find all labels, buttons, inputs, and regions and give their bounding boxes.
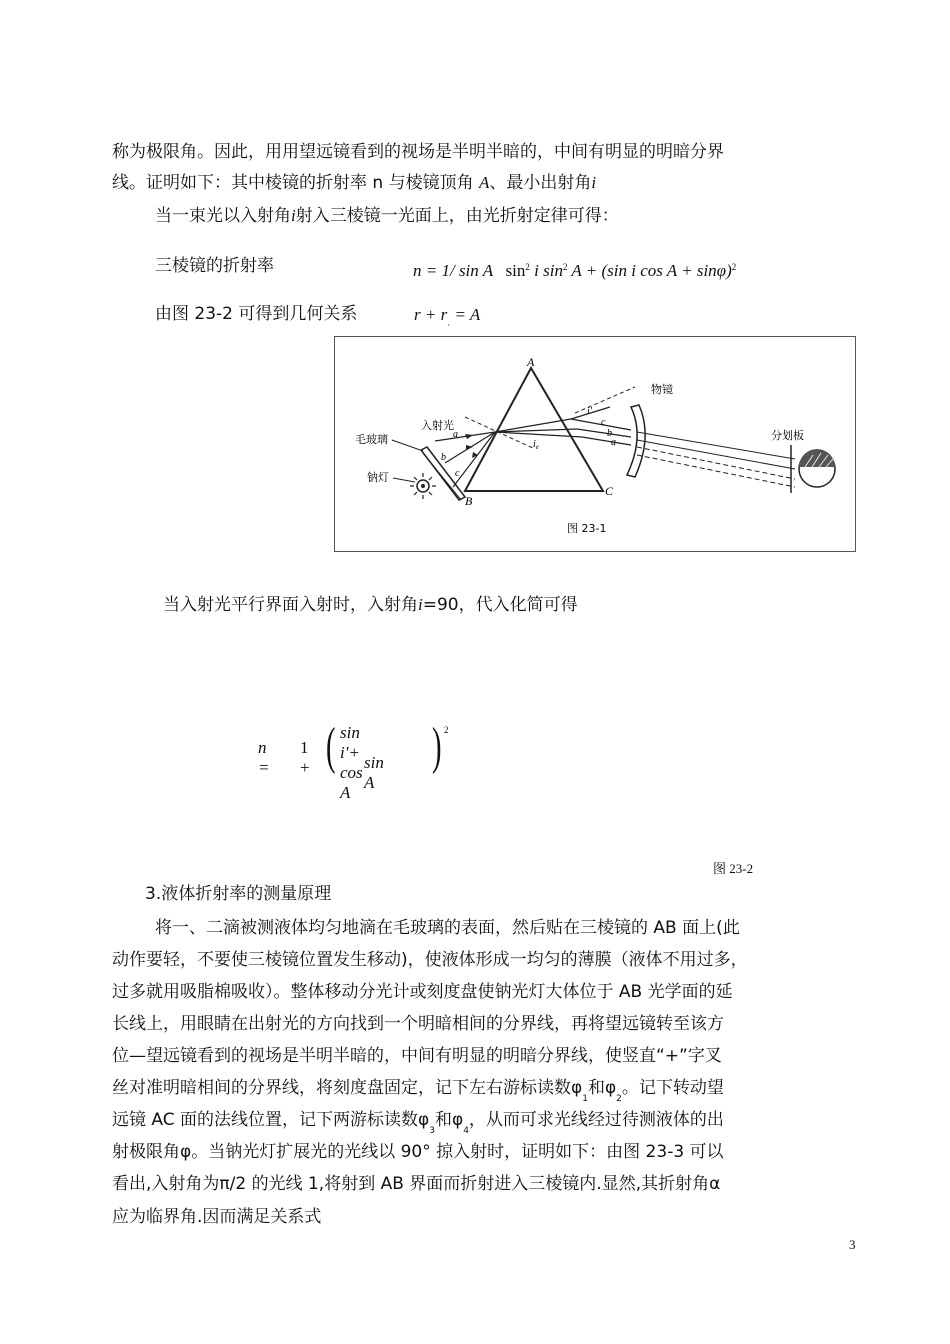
label-i-prime: i' <box>587 406 592 417</box>
label-sodium: 钠灯 <box>367 471 389 484</box>
var-A: A <box>479 173 490 192</box>
label-b2: b <box>607 428 612 439</box>
leader-sodium <box>393 478 415 482</box>
arrow-c <box>472 452 478 458</box>
para1-line2 <box>112 171 596 195</box>
eq3-lhs: n = <box>258 738 270 777</box>
line7-mid: 和φ <box>434 1110 464 1130</box>
leader-ground-glass <box>392 440 423 451</box>
para2-pre: 当入射光平行界面入射时，入射角 <box>163 595 418 615</box>
reticle-dark-half <box>799 449 835 467</box>
label-incident: 入射光 <box>421 419 454 432</box>
section-line-4: 长线上，用眼睛在出射光的方向找到一个明暗相间的分界线，再将望远镜转至该方 <box>112 1014 724 1034</box>
label-objective: 物镜 <box>651 383 673 396</box>
figure-caption: 图 23-1 <box>567 522 607 535</box>
section-line-3: 过多就用吸脂棉吸收）。整体移动分光计或刻度盘使钠光灯大体位于 AB 光学面的延 <box>112 982 733 1002</box>
section-line-9: 看出,入射角为π/2 的光线 1,将射到 AB 界面而折射进入三棱镜内.显然,其折射角α <box>112 1174 721 1194</box>
figure-23-1 <box>334 336 856 552</box>
line6-mid: 和φ <box>587 1078 617 1098</box>
eq1-rhs1: = 1/ sin A <box>425 261 493 280</box>
para2-i: i <box>418 595 423 614</box>
label-a2: a <box>611 437 616 448</box>
page-number: 3 <box>849 1237 856 1252</box>
eq2-expr1: r + r <box>414 305 448 324</box>
eq1-rhs4-sup: 2 <box>731 262 737 272</box>
sodium-lamp-core <box>421 484 425 488</box>
line6-pre: 丝对准明暗相间的分界线，将刻度盘固定，记下左右游标读数φ <box>112 1078 583 1098</box>
eq1-lhs: n <box>413 261 422 280</box>
para1-line3 <box>155 204 619 228</box>
section-heading: 3.液体折射率的测量原理 <box>145 884 332 904</box>
label-reticle: 分划板 <box>771 429 804 442</box>
label-ie-main: i <box>533 439 536 450</box>
label-c: c <box>455 468 460 479</box>
line6-post: 。记下转动望 <box>621 1078 724 1098</box>
para1-line3-post: 射入三棱镜一光面上，由光折射定律可得： <box>295 206 619 226</box>
label-a: a <box>453 429 458 440</box>
section-line-5: 位—望远镜看到的视场是半明半暗的，中间有明显的明暗分界线，使竖直“+”字叉 <box>112 1046 722 1066</box>
eq1-formula <box>413 255 736 283</box>
line7-sub4: 4 <box>463 1126 469 1136</box>
left-paren: ( <box>326 718 336 775</box>
para2 <box>163 593 578 617</box>
eq3-one: 1 + <box>300 738 310 777</box>
section-line-2: 动作要轻，不要使三棱镜位置发生移动)，使液体形成一均匀的薄膜（液体不用过多， <box>112 950 748 970</box>
para1-line2-text: 线。证明如下：其中棱镜的折射率 n 与棱镜顶角 <box>112 173 479 193</box>
label-ground-glass: 毛玻璃 <box>355 433 388 446</box>
eq2-sub: · <box>447 320 451 330</box>
eq3-numerator: sin i'+ cos A <box>340 723 363 802</box>
para1-line1: 称为极限角。因此，用用望远镜看到的视场是半明半暗的，中间有明显的明暗分界 <box>112 142 724 162</box>
section-line-1: 将一、二滴被测液体均匀地滴在毛玻璃的表面，然后贴在三棱镜的 AB 面上(此 <box>155 918 740 938</box>
figure-23-2-caption: 图 23-2 <box>713 861 754 876</box>
line7-pre: 远镜 AC 面的法线位置，记下两游标读数φ <box>112 1110 430 1130</box>
label-ie-sub: e <box>535 443 539 451</box>
line7-post: ，从而可求光线经过待测液体的出 <box>468 1110 724 1130</box>
eq1-rhs4: A + (sin i cos A + sinφ) <box>571 261 732 280</box>
label-ie <box>533 439 539 451</box>
eq2-expr2: = A <box>454 305 481 324</box>
eq1-rhs2: sin <box>505 261 526 280</box>
label-b: b <box>441 452 446 463</box>
section-line-8: 射极限角φ。当钠光灯扩展光的光线以 90° 掠入射时，证明如下：由图 23-3 可以 <box>112 1142 724 1162</box>
arrow-a <box>465 434 473 439</box>
eq3-sup: 2 <box>444 725 449 735</box>
right-paren: ) <box>432 718 442 775</box>
label-c2: c <box>601 417 606 428</box>
line7-sub3: 3 <box>429 1126 435 1136</box>
section-line-6 <box>112 1076 724 1111</box>
label-C: C <box>605 484 614 498</box>
para1-line3-pre: 当一束光以入射角 <box>155 206 291 226</box>
eq3-denominator: sin A <box>364 753 384 792</box>
section-line-7 <box>112 1108 724 1143</box>
line6-sub2: 2 <box>616 1094 622 1104</box>
label-B: B <box>465 494 473 508</box>
var-i-line3: i <box>291 206 296 225</box>
prism-diagram <box>335 337 855 551</box>
para1-line2-mid: 、最小出射角 <box>489 173 592 193</box>
eq1-rhs3-sup: 2 <box>562 262 568 272</box>
line6-sub1: 1 <box>582 1094 588 1104</box>
var-i: i <box>591 173 597 192</box>
eq2-formula <box>414 303 480 337</box>
para2-post: =90，代入化简可得 <box>422 595 578 615</box>
eq2-label: 由图 23-2 可得到几何关系 <box>155 304 358 324</box>
eq1-rhs3: i sin <box>534 261 563 280</box>
section-line-10: 应为临界角.因而满足关系式 <box>112 1207 322 1227</box>
label-A: A <box>527 355 535 369</box>
eq1-label: 三棱镜的折射率 <box>155 256 274 276</box>
eq1-rhs2-sup: 2 <box>525 262 530 272</box>
